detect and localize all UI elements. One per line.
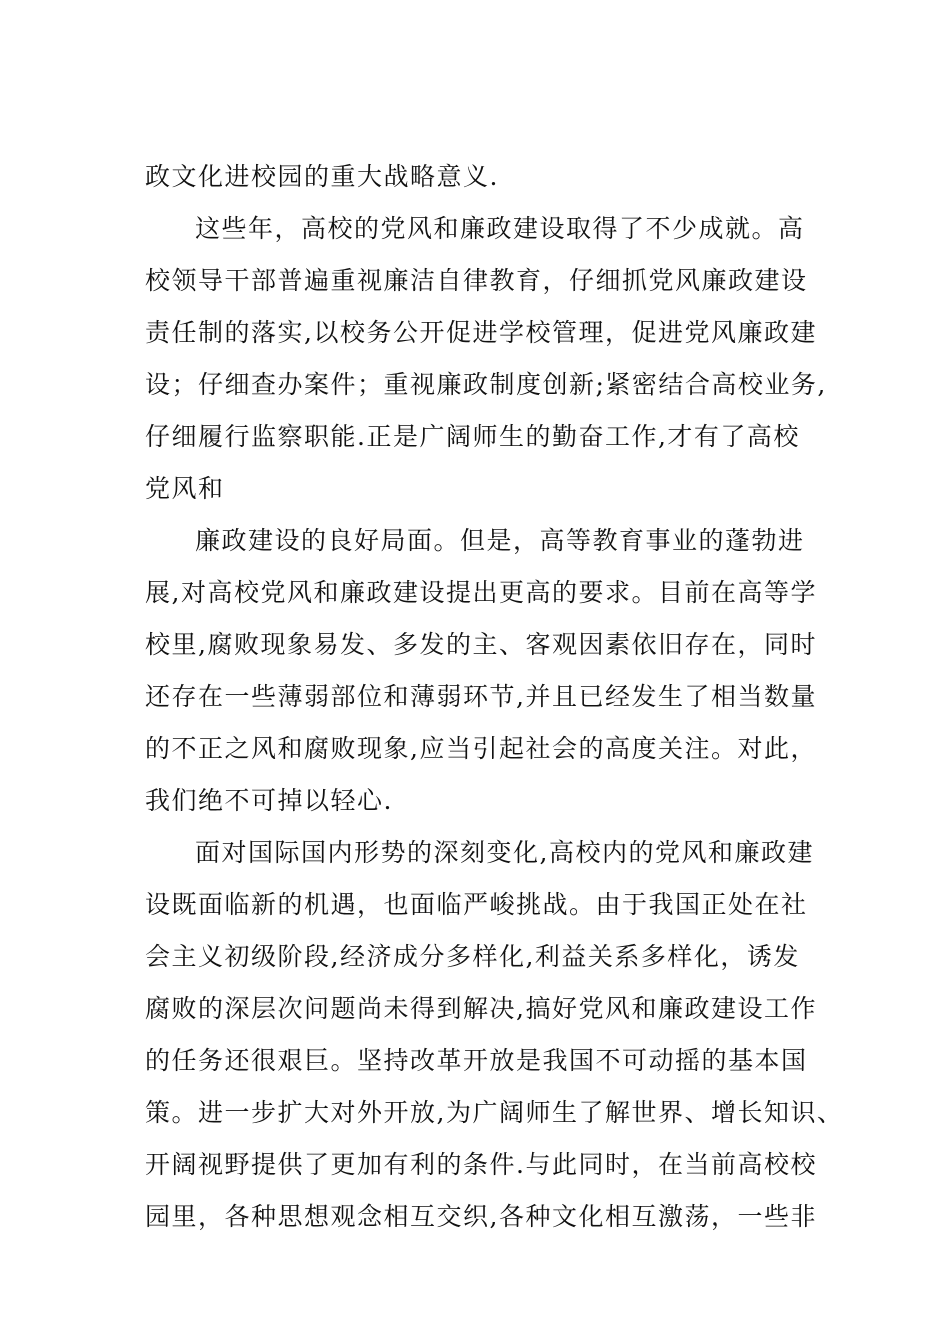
text-line: 会主义初级阶段,经济成分多样化,利益关系多样化，诱发 (145, 942, 800, 971)
text-line: 开阔视野提供了更加有利的条件.与此同时，在当前高校校 (145, 1150, 817, 1179)
text-line: 设；仔细查办案件；重视廉政制度创新;紧密结合高校业务, (145, 370, 827, 399)
text-line: 腐败的深层次问题尚未得到解决,搞好党风和廉政建设工作 (145, 994, 817, 1023)
text-line: 面对国际国内形势的深刻变化,高校内的党风和廉政建 (195, 838, 814, 867)
text-line: 园里，各种思想观念相互交织,各种文化相互激荡，一些非 (145, 1202, 817, 1231)
text-line: 的任务还很艰巨。坚持改革开放是我国不可动摇的基本国 (145, 1046, 808, 1075)
text-line: 我们绝不可掉以轻心. (145, 786, 393, 815)
text-line: 政文化进校园的重大战略意义. (145, 162, 499, 191)
text-line: 这些年，高校的党风和廉政建设取得了不少成就。高 (195, 214, 805, 243)
text-line: 的不正之风和腐败现象,应当引起社会的高度关注。对此， (145, 734, 817, 763)
text-line: 校领导干部普遍重视廉洁自律教育，仔细抓党风廉政建设 (145, 266, 808, 295)
text-line: 党风和 (145, 474, 225, 503)
text-line: 还存在一些薄弱部位和薄弱环节,并且已经发生了相当数量 (145, 682, 817, 711)
text-line: 仔细履行监察职能.正是广阔师生的勤奋工作,才有了高校 (145, 422, 800, 451)
text-line: 策。进一步扩大对外开放,为广阔师生了解世界、增长知识、 (145, 1098, 844, 1127)
text-line: 校里,腐败现象易发、多发的主、客观因素依旧存在，同时 (145, 630, 817, 659)
text-line: 廉政建设的良好局面。但是，高等教育事业的蓬勃进 (195, 526, 805, 555)
text-line: 展,对高校党风和廉政建设提出更高的要求。目前在高等学 (145, 578, 817, 607)
text-line: 责任制的落实,以校务公开促进学校管理，促进党风廉政建 (145, 318, 817, 347)
text-line: 设既面临新的机遇，也面临严峻挑战。由于我国正处在社 (145, 890, 808, 919)
